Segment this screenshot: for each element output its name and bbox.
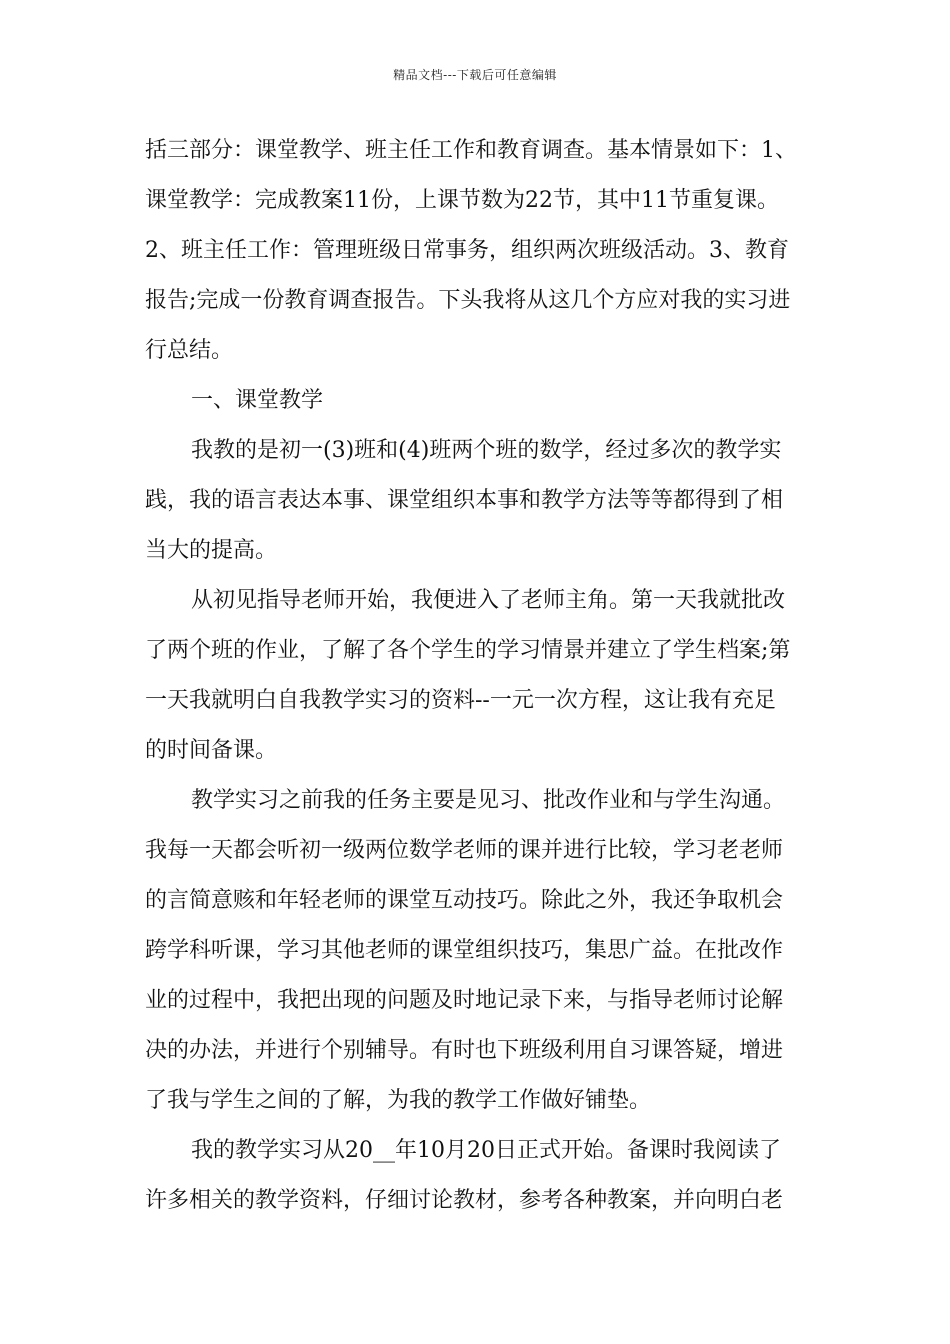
text-line: 践，我的语言表达本事、课堂组织本事和教学方法等等都得到了相 bbox=[145, 488, 784, 513]
text-line: 许多相关的教学资料，仔细讨论教材，参考各种教案，并向明白老 bbox=[145, 1188, 784, 1213]
text-line: 的言简意赅和年轻老师的课堂互动技巧。除此之外，我还争取机会 bbox=[145, 888, 784, 913]
text-line: 我教的是初一(3)班和(4)班两个班的数学，经过多次的教学实 bbox=[191, 438, 782, 463]
text-line: 课堂教学：完成教案11份，上课节数为22节，其中11节重复课。 bbox=[145, 188, 779, 213]
text-line: 的时间备课。 bbox=[145, 738, 278, 763]
text-line: 了两个班的作业，了解了各个学生的学习情景并建立了学生档案;第 bbox=[145, 638, 791, 663]
text-line: 括三部分：课堂教学、班主任工作和教育调查。基本情景如下：1、 bbox=[145, 138, 797, 163]
text-line: 业的过程中，我把出现的问题及时地记录下来，与指导老师讨论解 bbox=[145, 988, 784, 1013]
text-line: 一天我就明白自我教学实习的资料--一元一次方程，这让我有充足 bbox=[145, 688, 776, 713]
document-body bbox=[145, 126, 835, 1226]
section-heading: 一、课堂教学 bbox=[191, 388, 324, 413]
text-line: 跨学科听课，学习其他老师的课堂组织技巧，集思广益。在批改作 bbox=[145, 938, 784, 963]
text-line: 我每一天都会听初一级两位数学老师的课并进行比较，学习老老师 bbox=[145, 838, 784, 863]
text-line: 了我与学生之间的了解，为我的教学工作做好铺垫。 bbox=[145, 1088, 652, 1113]
text-line: 行总结。 bbox=[145, 338, 234, 363]
text-line: 当大的提高。 bbox=[145, 538, 278, 563]
page-header: 精品文档---下载后可任意编辑 bbox=[393, 68, 557, 82]
text-line: 决的办法，并进行个别辅导。有时也下班级利用自习课答疑，增进 bbox=[145, 1038, 784, 1063]
text-line: 我的教学实习从20__年10月20日正式开始。备课时我阅读了 bbox=[191, 1138, 781, 1163]
text-line: 从初见指导老师开始，我便进入了老师主角。第一天我就批改 bbox=[191, 588, 786, 613]
text-line: 报告;完成一份教育调查报告。下头我将从这几个方应对我的实习进 bbox=[145, 288, 791, 313]
text-line: 教学实习之前我的任务主要是见习、批改作业和与学生沟通。 bbox=[191, 788, 786, 813]
text-line: 2、班主任工作：管理班级日常事务，组织两次班级活动。3、教育 bbox=[145, 238, 789, 263]
